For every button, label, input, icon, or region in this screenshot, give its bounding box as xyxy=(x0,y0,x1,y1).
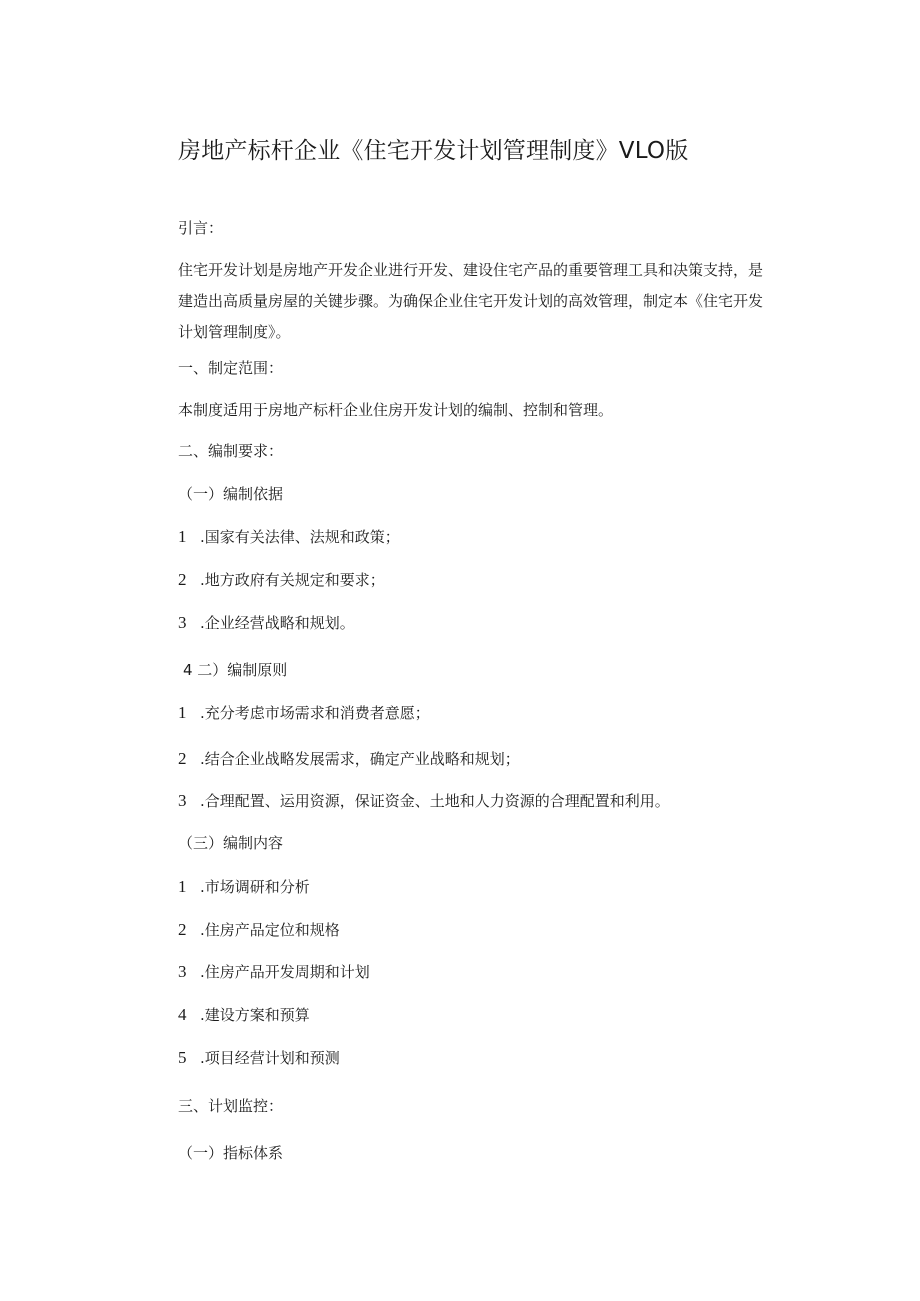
intro-paragraph xyxy=(178,255,772,348)
list-item-number: 1 xyxy=(178,527,187,546)
list-item-text: .地方政府有关规定和要求； xyxy=(200,571,385,589)
list-item xyxy=(178,613,355,633)
list-item xyxy=(178,1005,310,1025)
list-item-number: 5 xyxy=(178,1048,187,1067)
list-item-number: 2 xyxy=(178,570,187,589)
list-item-number: 2 xyxy=(178,749,187,768)
list-item xyxy=(178,749,520,769)
section-3-heading: 三、计划监控： xyxy=(178,1097,284,1115)
list-item-text: .住房产品定位和规格 xyxy=(200,921,340,939)
subsection-2-heading: 4 二）编制原则 xyxy=(183,661,288,679)
list-item-number: 4 xyxy=(178,1005,187,1024)
section-2-heading: 二、编制要求： xyxy=(178,442,284,460)
list-item xyxy=(178,791,670,811)
subsection-4-heading: （一）指标体系 xyxy=(178,1144,284,1162)
subsection-3-heading: （三）编制内容 xyxy=(178,834,284,852)
list-item-text: .市场调研和分析 xyxy=(200,878,310,896)
list-item xyxy=(178,703,430,723)
list-item-number: 1 xyxy=(178,877,187,896)
intro-paragraph-text: 住宅开发计划是房地产开发企业进行开发、建设住宅产品的重要管理工具和决策支持，是建造出高质量房屋的关键步骤。为确保企业住宅开发计划的高效管理，制定本《住宅开发计划管理制度》。 xyxy=(178,261,764,341)
intro-heading: 引言： xyxy=(178,219,224,237)
list-item-number: 3 xyxy=(178,613,187,632)
list-item-text: .结合企业战略发展需求，确定产业战略和规划； xyxy=(200,750,520,768)
list-item-text: .充分考虑市场需求和消费者意愿； xyxy=(200,704,430,722)
list-item-text: .住房产品开发周期和计划 xyxy=(200,963,370,981)
list-item-text: .企业经营战略和规划。 xyxy=(200,614,355,632)
subsection-1-heading: （一）编制依据 xyxy=(178,485,284,503)
list-item xyxy=(178,527,400,547)
list-item-text: .合理配置、运用资源，保证资金、土地和人力资源的合理配置和利用。 xyxy=(200,792,670,810)
list-item-number: 3 xyxy=(178,962,187,981)
list-item xyxy=(178,920,340,940)
section-1-heading: 一、制定范围： xyxy=(178,359,284,377)
list-item-text: .国家有关法律、法规和政策； xyxy=(200,528,400,546)
list-item-number: 2 xyxy=(178,920,187,939)
list-item-text: .建设方案和预算 xyxy=(200,1006,310,1024)
list-item xyxy=(178,570,385,590)
list-item-number: 3 xyxy=(178,791,187,810)
list-item xyxy=(178,877,310,897)
list-item xyxy=(178,962,370,982)
list-item-number: 1 xyxy=(178,703,187,722)
document-title: 房地产标杆企业《住宅开发计划管理制度》VLO版 xyxy=(178,138,689,164)
list-item-text: .项目经营计划和预测 xyxy=(200,1049,340,1067)
section-1-text: 本制度适用于房地产标杆企业住房开发计划的编制、控制和管理。 xyxy=(178,401,614,419)
list-item xyxy=(178,1048,340,1068)
